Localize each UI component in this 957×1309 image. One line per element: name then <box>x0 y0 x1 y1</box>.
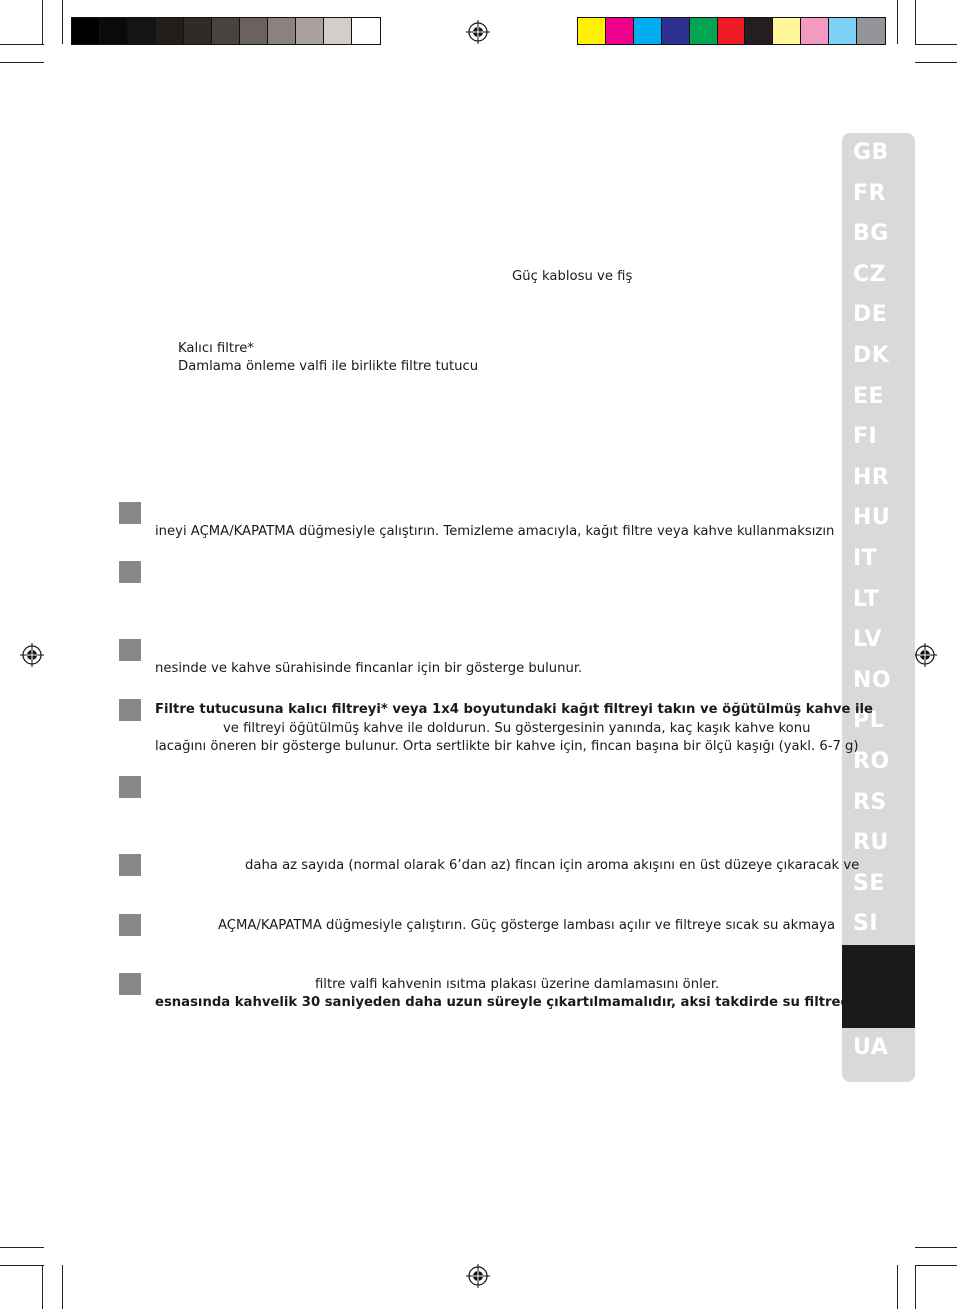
color-swatch <box>690 18 718 44</box>
step7-text: AÇMA/KAPATMA düğmesiyle çalıştırın. Güç gösterge lambası açılır ve filtreye sıcak su akmaya <box>218 918 836 933</box>
color-swatch <box>662 18 690 44</box>
language-tab-ua: UA <box>853 1034 889 1060</box>
crop-mark <box>915 44 957 45</box>
step8-text-line1: filtre valfi kahvenin ısıtma plakası üzerine damlamasını önler. <box>315 977 720 992</box>
step4-text-line1: ve filtreyi öğütülmüş kahve ile doldurun. Su göstergesinin yanında, kaç kaşık kahve konu <box>223 721 811 736</box>
crop-mark <box>62 1265 63 1309</box>
language-tab-rs: RS <box>853 789 887 815</box>
color-swatch <box>718 18 746 44</box>
language-tab-lv: LV <box>853 627 883 653</box>
color-swatch <box>324 18 352 44</box>
language-tab-lt: LT <box>853 586 880 612</box>
language-tab-ru: RU <box>853 830 889 856</box>
color-swatch <box>296 18 324 44</box>
language-tab-cz: CZ <box>853 261 887 287</box>
registration-mark-icon <box>20 643 44 667</box>
language-tab-ro: RO <box>853 748 890 774</box>
crop-mark <box>0 44 44 45</box>
crop-mark <box>915 1265 916 1309</box>
color-swatch <box>240 18 268 44</box>
process-color-bar <box>577 17 886 45</box>
step-number-box <box>119 502 141 524</box>
color-swatch <box>829 18 857 44</box>
crop-mark <box>915 1247 957 1248</box>
language-tab-fi: FI <box>853 424 878 450</box>
step-number-box <box>119 776 141 798</box>
registration-mark-icon <box>466 1264 490 1288</box>
registration-mark-icon <box>466 20 490 44</box>
color-swatch <box>128 18 156 44</box>
color-swatch <box>184 18 212 44</box>
color-swatch <box>857 18 885 44</box>
crop-mark <box>897 0 898 44</box>
crop-mark <box>62 0 63 44</box>
step-number-box <box>119 854 141 876</box>
color-swatch <box>745 18 773 44</box>
step3-text: nesinde ve kahve sürahisinde fincanlar için bir gösterge bulunur. <box>155 661 583 676</box>
step4-title: Filtre tutucusuna kalıcı filtreyi* veya 1x4 boyutundaki kağıt filtreyi takın ve öğütülmüş kahve ile <box>155 702 873 717</box>
language-tab-current <box>842 945 915 1028</box>
grayscale-color-bar <box>71 17 381 45</box>
crop-mark <box>0 62 44 63</box>
language-tab-se: SE <box>853 870 885 896</box>
crop-mark <box>915 62 957 63</box>
language-tab-si: SI <box>853 911 879 937</box>
language-tab-de: DE <box>853 302 888 328</box>
language-tabs <box>842 133 915 1082</box>
step8-text-line2: esnasında kahvelik 30 saniyeden daha uzun süreyle çıkartılmamalıdır, aksi takdirde su filtreden <box>155 995 869 1010</box>
color-swatch <box>212 18 240 44</box>
crop-mark <box>915 0 916 44</box>
language-tab-pl: PL <box>853 708 885 734</box>
color-swatch <box>578 18 606 44</box>
part-permanent-filter: Kalıcı filtre* <box>178 341 254 356</box>
step4-text-line2: lacağını öneren bir gösterge bulunur. Orta sertlikte bir kahve için, fincan başına bir ölçü kaşığı (yakl. 6-7 g) <box>155 739 859 754</box>
crop-mark <box>0 1265 44 1266</box>
part-power-cord: Güç kablosu ve fiş <box>512 269 633 284</box>
language-tab-fr: FR <box>853 180 886 206</box>
color-swatch <box>156 18 184 44</box>
language-tab-dk: DK <box>853 342 890 368</box>
crop-mark <box>897 1265 898 1309</box>
step-number-box <box>119 639 141 661</box>
color-swatch <box>72 18 100 44</box>
step-number-box <box>119 561 141 583</box>
color-swatch <box>634 18 662 44</box>
step1-text: ineyi AÇMA/KAPATMA düğmesiyle çalıştırın. Temizleme amacıyla, kağıt filtre veya kahve kullanmaksızın <box>155 524 835 539</box>
color-swatch <box>801 18 829 44</box>
language-tab-hr: HR <box>853 464 890 490</box>
crop-mark <box>42 0 43 44</box>
language-tab-no: NO <box>853 667 892 693</box>
language-tab-hu: HU <box>853 505 891 531</box>
color-swatch <box>100 18 128 44</box>
crop-mark <box>915 1265 957 1266</box>
step-number-box <box>119 973 141 995</box>
part-filter-holder: Damlama önleme valfi ile birlikte filtre tutucu <box>178 359 479 374</box>
crop-mark <box>42 1265 43 1309</box>
step6-text: daha az sayıda (normal olarak 6’dan az) fincan için aroma akışını en üst düzeye çıkaracak ve <box>245 858 860 873</box>
crop-mark <box>0 1247 44 1248</box>
language-tab-ee: EE <box>853 383 885 409</box>
step-number-box <box>119 699 141 721</box>
color-swatch <box>606 18 634 44</box>
color-swatch <box>268 18 296 44</box>
step-number-box <box>119 914 141 936</box>
language-tab-gb: GB <box>853 140 889 165</box>
registration-mark-icon <box>913 643 937 667</box>
color-swatch <box>773 18 801 44</box>
language-tab-bg: BG <box>853 221 889 247</box>
language-tab-it: IT <box>853 545 878 571</box>
color-swatch <box>352 18 380 44</box>
